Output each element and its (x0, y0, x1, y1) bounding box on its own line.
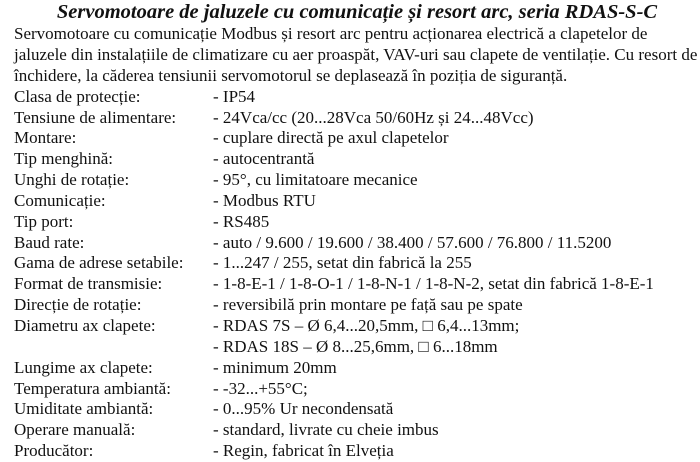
spec-value: - IP54 (213, 86, 256, 106)
spec-value: - 24Vca/cc (20...28Vca 50/60Hz și 24...48Vcc) (213, 107, 534, 127)
spec-row (14, 420, 700, 441)
spec-value: - minimum 20mm (213, 357, 337, 377)
spec-value: - reversibilă prin montare pe față sau pe spate (213, 295, 523, 315)
spec-row (14, 274, 700, 295)
spec-label: Producător: (14, 441, 94, 461)
spec-label: Direcție de rotație: (14, 295, 142, 315)
spec-row (14, 170, 700, 191)
spec-row (14, 233, 700, 254)
spec-label: Gama de adrese setabile: (14, 253, 184, 273)
spec-label: Operare manuală: (14, 420, 136, 440)
spec-value: - RS485 (213, 211, 270, 231)
spec-label: Umiditate ambiantă: (14, 399, 154, 419)
spec-value: - 1-8-E-1 / 1-8-O-1 / 1-8-N-1 / 1-8-N-2, setat din fabrică 1-8-E-1 (213, 274, 654, 294)
spec-label: Tip menghină: (14, 149, 114, 169)
spec-value: - RDAS 18S – Ø 8...25,6mm, □ 6...18mm (213, 336, 498, 356)
spec-row (14, 358, 700, 379)
spec-label: Comunicație: (14, 190, 106, 210)
spec-value: - Regin, fabricat în Elveția (213, 441, 394, 461)
spec-row (14, 191, 700, 212)
spec-label: Tensiune de alimentare: (14, 107, 177, 127)
spec-value: - 95°, cu limitatoare mecanice (213, 170, 418, 190)
spec-row (14, 108, 700, 129)
spec-row (14, 295, 700, 316)
spec-value: - -32...+55°C; (213, 378, 308, 398)
spec-label: Tip port: (14, 211, 74, 231)
spec-row (14, 149, 700, 170)
spec-value: - cuplare directă pe axul clapetelor (213, 128, 449, 148)
spec-row (14, 379, 700, 400)
spec-list (14, 87, 700, 462)
spec-label: Clasa de protecție: (14, 86, 141, 106)
spec-label: Montare: (14, 128, 77, 148)
spec-value: - Modbus RTU (213, 190, 316, 210)
spec-value: - standard, livrate cu cheie imbus (213, 420, 439, 440)
spec-row (14, 316, 700, 337)
spec-value: - auto / 9.600 / 19.600 / 38.400 / 57.600 / 76.800 / 11.5200 (213, 232, 612, 252)
spec-row (14, 87, 700, 108)
spec-label: Temperatura ambiantă: (14, 378, 171, 398)
spec-row (14, 441, 700, 462)
spec-label: Diametru ax clapete: (14, 316, 156, 335)
spec-row (14, 253, 700, 274)
spec-row (14, 337, 700, 358)
spec-value: - 0...95% Ur necondensată (213, 399, 394, 419)
spec-label: Baud rate: (14, 232, 85, 252)
spec-value: - 1...247 / 255, setat din fabrică la 255 (213, 253, 472, 273)
spec-row (14, 128, 700, 149)
spec-label: Lungime ax clapete: (14, 357, 153, 377)
document-title: Servomotoare de jaluzele cu comunicație și resort arc, seria RDAS-S-C (56, 1, 658, 23)
spec-value: - RDAS 7S – Ø 6,4...20,5mm, □ 6,4...13mm; (213, 316, 520, 335)
spec-value: - autocentrantă (213, 149, 315, 169)
spec-label (14, 337, 213, 358)
spec-label: Format de transmisie: (14, 274, 163, 294)
spec-row (14, 212, 700, 233)
spec-label: Unghi de rotație: (14, 170, 130, 190)
intro-paragraph: Servomotoare cu comunicație Modbus și resort arc pentru acționarea electrică a clapetelor de jaluzele din instalațiile de climatizare cu aer proaspăt, VAV-uri sau clapete de ventilație. Cu resort de închidere, la căderea tensiunii servomotorul se deplasează în poziția de siguranță. (14, 24, 698, 85)
spec-row (14, 399, 700, 420)
